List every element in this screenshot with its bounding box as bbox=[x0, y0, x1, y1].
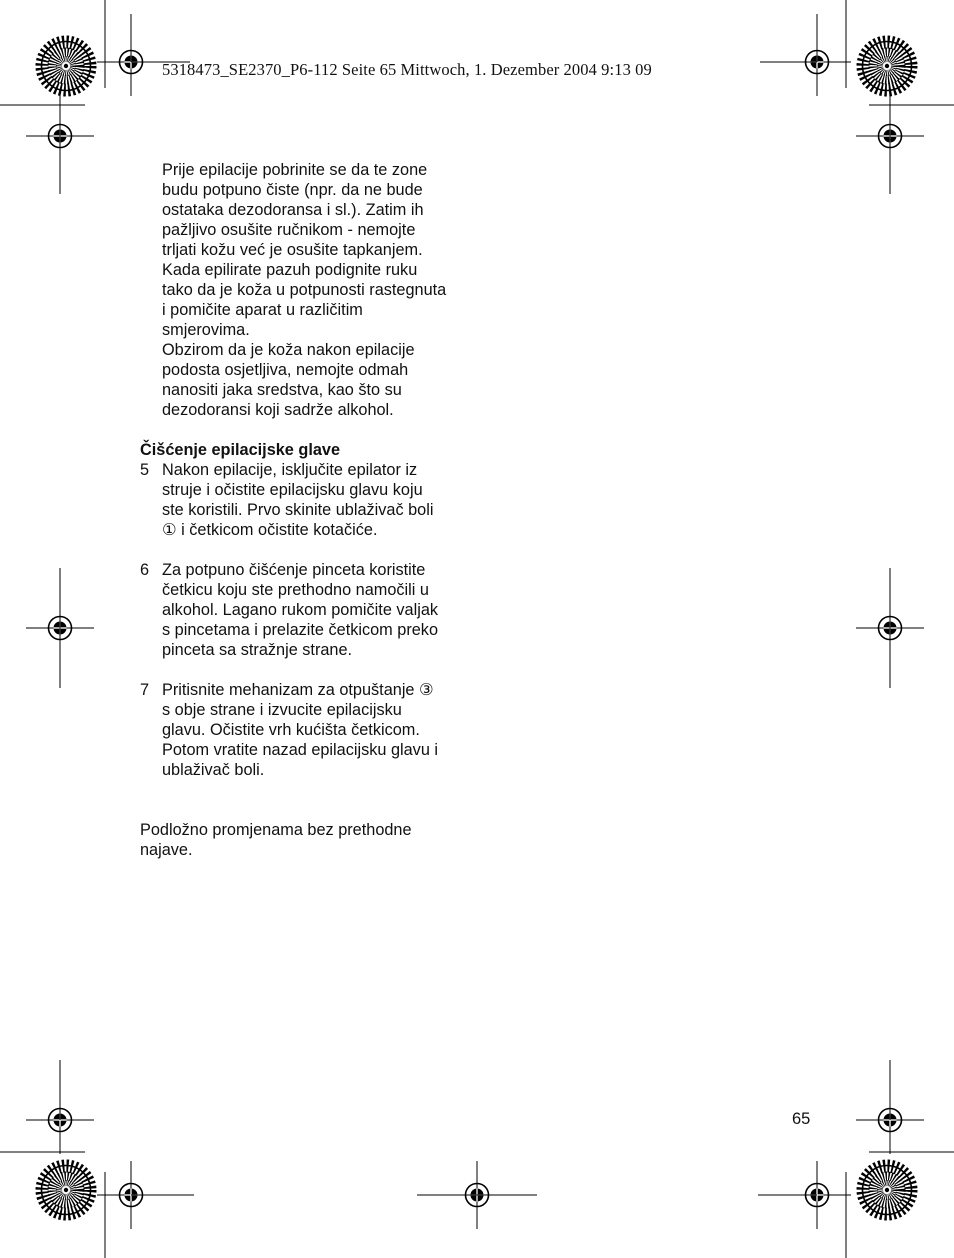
text-line: s obje strane i izvucite epilacijsku bbox=[162, 701, 402, 719]
text-line: Potom vratite nazad epilacijsku glavu i bbox=[162, 741, 439, 759]
intro-paragraph-2 bbox=[162, 340, 475, 420]
text-line: Prije epilacije pobrinite se da te zone bbox=[162, 161, 428, 179]
text-line: s pincetama i prelazite četkicom preko bbox=[162, 621, 438, 639]
star-target-icon bbox=[42, 42, 91, 91]
step-number: 6 bbox=[140, 561, 150, 579]
print-slug-header: 5318473_SE2370_P6-112 Seite 65 Mittwoch, 1. Dezember 2004 9:13 09 bbox=[162, 60, 652, 79]
page-number: 65 bbox=[792, 1110, 811, 1128]
text-line: ① i četkicom očistite kotačiće. bbox=[162, 521, 378, 539]
text-line: i pomičite aparat u različitim bbox=[162, 301, 363, 319]
step-number: 5 bbox=[140, 461, 150, 479]
star-target-icon bbox=[863, 1166, 912, 1215]
text-line: alkohol. Lagano rukom pomičite valjak bbox=[162, 601, 439, 619]
text-line: nanositi jaka sredstva, kao što su bbox=[162, 381, 402, 399]
text-line: Za potpuno čišćenje pinceta koristite bbox=[162, 561, 426, 579]
text-line: pinceta sa stražnje strane. bbox=[162, 641, 353, 659]
text-line: Kada epilirate pazuh podignite ruku bbox=[162, 261, 418, 279]
text-line: ublaživač boli. bbox=[162, 761, 265, 779]
text-line: smjerovima. bbox=[162, 321, 250, 339]
text-line: četkicu koju ste prethodno namočili u bbox=[162, 581, 429, 599]
text-line: ste koristili. Prvo skinite ublaživač boli bbox=[162, 501, 434, 519]
step-number: 7 bbox=[140, 681, 150, 699]
text-line: Nakon epilacije, isključite epilator iz bbox=[162, 461, 418, 479]
text-line: glavu. Očistite vrh kućišta četkicom. bbox=[162, 721, 420, 739]
text-line: ostataka dezodoransa i sl.). Zatim ih bbox=[162, 201, 424, 219]
intro-paragraph-1 bbox=[162, 160, 475, 340]
text-line: Pritisnite mehanizam za otpuštanje ③ bbox=[162, 681, 434, 699]
text-line: najave. bbox=[140, 841, 193, 859]
star-target-icon bbox=[42, 1166, 91, 1215]
text-line: pažljivo osušite ručnikom - nemojte bbox=[162, 221, 416, 239]
text-line: podosta osjetljiva, nemojte odmah bbox=[162, 361, 409, 379]
step-7 bbox=[140, 680, 475, 780]
main-column bbox=[140, 160, 475, 860]
text-line: budu potpuno čiste (npr. da ne bude bbox=[162, 181, 423, 199]
step-6 bbox=[140, 560, 475, 660]
text-line: tako da je koža u potpunosti rastegnuta bbox=[162, 281, 447, 299]
footer-note bbox=[140, 820, 475, 860]
step-5 bbox=[140, 460, 475, 540]
star-target-icon bbox=[863, 42, 912, 91]
text-line: struje i očistite epilacijsku glavu koju bbox=[162, 481, 423, 499]
text-line: Podložno promjenama bez prethodne bbox=[140, 821, 412, 839]
text-line: dezodoransi koji sadrže alkohol. bbox=[162, 401, 394, 419]
text-line: Obzirom da je koža nakon epilacije bbox=[162, 341, 415, 359]
section-heading: Čišćenje epilacijske glave bbox=[140, 441, 341, 459]
text-line: trljati kožu već je osušite tapkanjem. bbox=[162, 241, 423, 259]
